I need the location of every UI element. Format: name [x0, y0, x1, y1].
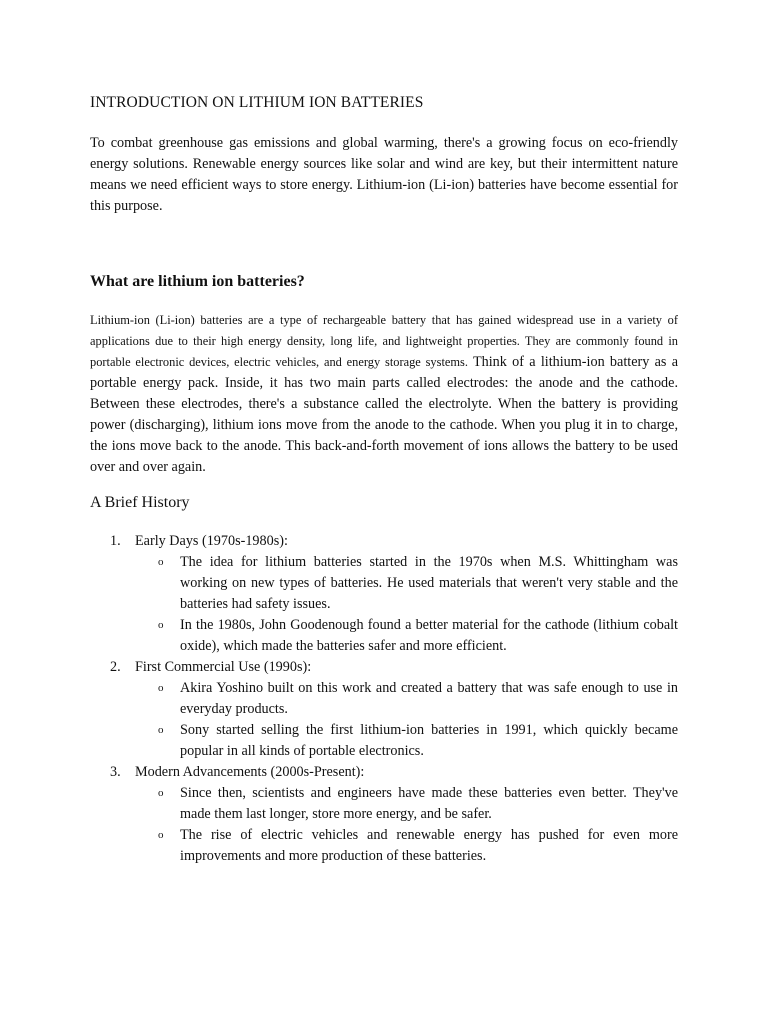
- history-item-label: Early Days (1970s-1980s):: [135, 533, 288, 549]
- circle-bullet-icon: o: [158, 787, 164, 799]
- history-item-label: Modern Advancements (2000s-Present):: [135, 764, 365, 780]
- circle-bullet-icon: o: [158, 829, 164, 841]
- history-item-2: [90, 657, 678, 762]
- history-sublist: [135, 678, 678, 762]
- history-subitem: [135, 552, 678, 615]
- intro-paragraph: To combat greenhouse gas emissions and global warming, there's a growing focus on eco-friendly energy solutions. Renewable energy sources like solar and wind are key, but their intermittent nature means we need efficient ways to store energy. Lithium-ion (Li-ion) batteries have become essential for this purpose.: [90, 135, 678, 214]
- history-sublist: [135, 783, 678, 867]
- history-subitem-text: Akira Yoshino built on this work and created a battery that was safe enough to use in everyday products.: [180, 680, 678, 717]
- history-subitem: [135, 783, 678, 825]
- section-heading-what-are: What are lithium ion batteries?: [90, 273, 305, 290]
- history-sublist: [135, 552, 678, 657]
- history-subitem-text: In the 1980s, John Goodenough found a better material for the cathode (lithium cobalt oxide), which made the batteries safer and more efficient.: [180, 617, 678, 654]
- history-subitem: [135, 825, 678, 867]
- history-subitem: [135, 615, 678, 657]
- history-subitem-text: The idea for lithium batteries started in the 1970s when M.S. Whittingham was working on new types of batteries. He used materials that weren't very stable and the batteries had safety issues.: [180, 554, 678, 612]
- history-item-number: 1.: [110, 533, 121, 549]
- circle-bullet-icon: o: [158, 724, 164, 736]
- section-heading-history: A Brief History: [90, 494, 190, 511]
- history-item-3: [90, 762, 678, 867]
- circle-bullet-icon: o: [158, 556, 164, 568]
- history-subitem: [135, 678, 678, 720]
- history-item-1: [90, 531, 678, 657]
- what-are-paragraph: [90, 310, 678, 478]
- what-are-paragraph-rest: Think of a lithium-ion battery as a portable energy pack. Inside, it has two main parts called electrodes: the anode and the cathode. Between these electrodes, there's a substance called the electrolyte. When the battery is providing power (discharging), lithium ions move from the anode to the cathode. When you plug it in to charge, the ions move back to the anode. This back-and-forth movement of ions allows the battery to be used over and over again.: [90, 354, 678, 475]
- what-are-paragraph-small: Lithium-ion (Li-ion) batteries are a type of rechargeable battery that has gained widespread use in a variety of applications due to their high energy density, long life, and lightweight properties. They are commonly found in portable electronic devices, electric vehicles, and energy storage systems.: [90, 313, 678, 369]
- history-subitem: [135, 720, 678, 762]
- history-subitem-text: The rise of electric vehicles and renewable energy has pushed for even more improvements and more production of these batteries.: [180, 827, 678, 864]
- history-item-number: 2.: [110, 659, 121, 675]
- history-subitem-text: Since then, scientists and engineers have made these batteries even better. They've made them last longer, store more energy, and be safer.: [180, 785, 678, 822]
- document-page: [90, 93, 678, 867]
- history-item-label: First Commercial Use (1990s):: [135, 659, 312, 675]
- history-list: [90, 531, 678, 867]
- document-title: INTRODUCTION ON LITHIUM ION BATTERIES: [90, 94, 424, 111]
- circle-bullet-icon: o: [158, 619, 164, 631]
- circle-bullet-icon: o: [158, 682, 164, 694]
- history-subitem-text: Sony started selling the first lithium-ion batteries in 1991, which quickly became popular in all kinds of portable electronics.: [180, 722, 678, 759]
- history-item-number: 3.: [110, 764, 121, 780]
